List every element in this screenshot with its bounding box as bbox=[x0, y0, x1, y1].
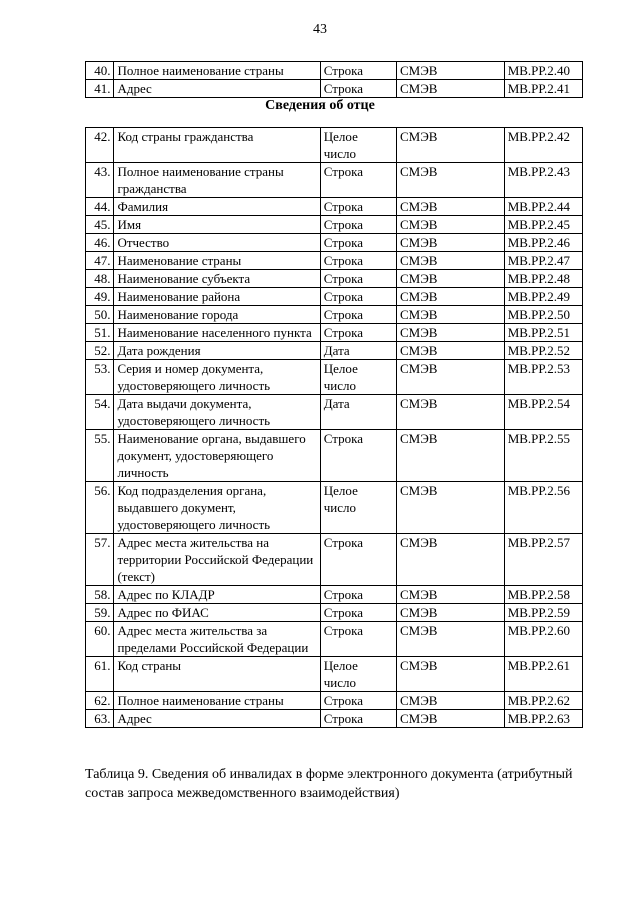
row-number: 61. bbox=[86, 657, 114, 692]
table-row bbox=[86, 692, 583, 710]
attribute-name: Дата рождения bbox=[114, 342, 320, 360]
attribute-source: СМЭВ bbox=[396, 395, 504, 430]
attribute-source: СМЭВ bbox=[396, 288, 504, 306]
row-number: 50. bbox=[86, 306, 114, 324]
table-row bbox=[86, 395, 583, 430]
attribute-type: Строка bbox=[320, 430, 396, 482]
attribute-type: Строка bbox=[320, 710, 396, 728]
table-row bbox=[86, 324, 583, 342]
attribute-type: Строка bbox=[320, 270, 396, 288]
table-caption: Таблица 9. Сведения об инвалидах в форме электронного документа (атрибутный состав запроса межведомственного взаимодействия) bbox=[85, 767, 573, 801]
row-number: 40. bbox=[86, 62, 114, 80]
table-row bbox=[86, 163, 583, 198]
attribute-type: Строка bbox=[320, 622, 396, 657]
row-number: 57. bbox=[86, 534, 114, 586]
row-number: 53. bbox=[86, 360, 114, 395]
attribute-code: МВ.РР.2.61 bbox=[504, 657, 582, 692]
attribute-source: СМЭВ bbox=[396, 62, 504, 80]
attribute-type: Строка bbox=[320, 163, 396, 198]
row-number: 52. bbox=[86, 342, 114, 360]
attribute-code: МВ.РР.2.57 bbox=[504, 534, 582, 586]
attribute-type: Строка bbox=[320, 216, 396, 234]
table-row bbox=[86, 430, 583, 482]
attribute-source: СМЭВ bbox=[396, 342, 504, 360]
attribute-type: Строка bbox=[320, 306, 396, 324]
attribute-name: Полное наименование страны bbox=[114, 62, 320, 80]
attribute-type: Целое число bbox=[320, 128, 396, 163]
attribute-type: Целое число bbox=[320, 360, 396, 395]
table-row bbox=[86, 128, 583, 163]
attribute-type: Строка bbox=[320, 62, 396, 80]
attribute-source: СМЭВ bbox=[396, 657, 504, 692]
attribute-source: СМЭВ bbox=[396, 482, 504, 534]
attribute-code: МВ.РР.2.48 bbox=[504, 270, 582, 288]
attribute-code: МВ.РР.2.40 bbox=[504, 62, 582, 80]
table-row bbox=[86, 198, 583, 216]
row-number: 42. bbox=[86, 128, 114, 163]
attribute-source: СМЭВ bbox=[396, 270, 504, 288]
row-number: 41. bbox=[86, 80, 114, 98]
attribute-code: МВ.РР.2.63 bbox=[504, 710, 582, 728]
attribute-type: Строка bbox=[320, 534, 396, 586]
attribute-source: СМЭВ bbox=[396, 586, 504, 604]
row-number: 48. bbox=[86, 270, 114, 288]
attribute-type: Строка bbox=[320, 198, 396, 216]
attribute-name: Наименование страны bbox=[114, 252, 320, 270]
attribute-name: Наименование населенного пункта bbox=[114, 324, 320, 342]
attribute-name: Адрес места жительства на территории Российской Федерации (текст) bbox=[114, 534, 320, 586]
attribute-code: МВ.РР.2.47 bbox=[504, 252, 582, 270]
attribute-type: Строка bbox=[320, 692, 396, 710]
attribute-source: СМЭВ bbox=[396, 80, 504, 98]
attribute-name: Серия и номер документа, удостоверяющего личность bbox=[114, 360, 320, 395]
attribute-name: Наименование города bbox=[114, 306, 320, 324]
row-number: 63. bbox=[86, 710, 114, 728]
attribute-code: МВ.РР.2.54 bbox=[504, 395, 582, 430]
row-number: 54. bbox=[86, 395, 114, 430]
attribute-source: СМЭВ bbox=[396, 216, 504, 234]
attribute-code: МВ.РР.2.58 bbox=[504, 586, 582, 604]
attribute-code: МВ.РР.2.62 bbox=[504, 692, 582, 710]
row-number: 43. bbox=[86, 163, 114, 198]
attribute-source: СМЭВ bbox=[396, 128, 504, 163]
table-row bbox=[86, 80, 583, 98]
attribute-name: Код подразделения органа, выдавшего документ, удостоверяющего личность bbox=[114, 482, 320, 534]
attribute-source: СМЭВ bbox=[396, 604, 504, 622]
table-body bbox=[86, 128, 583, 728]
row-number: 58. bbox=[86, 586, 114, 604]
attribute-name: Адрес места жительства за пределами Российской Федерации bbox=[114, 622, 320, 657]
attribute-code: МВ.РР.2.41 bbox=[504, 80, 582, 98]
attribute-code: МВ.РР.2.60 bbox=[504, 622, 582, 657]
father-attributes-table bbox=[85, 127, 583, 728]
table-row bbox=[86, 342, 583, 360]
row-number: 56. bbox=[86, 482, 114, 534]
table-row bbox=[86, 62, 583, 80]
table-row bbox=[86, 306, 583, 324]
attribute-type: Строка bbox=[320, 288, 396, 306]
attribute-code: МВ.РР.2.45 bbox=[504, 216, 582, 234]
attribute-name: Фамилия bbox=[114, 198, 320, 216]
attribute-name: Наименование района bbox=[114, 288, 320, 306]
attribute-name: Полное наименование страны bbox=[114, 692, 320, 710]
attribute-name: Полное наименование страны гражданства bbox=[114, 163, 320, 198]
attribute-source: СМЭВ bbox=[396, 324, 504, 342]
table-row bbox=[86, 288, 583, 306]
row-number: 60. bbox=[86, 622, 114, 657]
attribute-name: Адрес по ФИАС bbox=[114, 604, 320, 622]
row-number: 49. bbox=[86, 288, 114, 306]
attribute-type: Строка bbox=[320, 604, 396, 622]
attribute-source: СМЭВ bbox=[396, 534, 504, 586]
attribute-code: МВ.РР.2.44 bbox=[504, 198, 582, 216]
attribute-type: Строка bbox=[320, 234, 396, 252]
attribute-code: МВ.РР.2.53 bbox=[504, 360, 582, 395]
table-row bbox=[86, 710, 583, 728]
attribute-source: СМЭВ bbox=[396, 360, 504, 395]
page-number: 43 bbox=[313, 22, 327, 37]
attribute-type: Строка bbox=[320, 586, 396, 604]
table-row bbox=[86, 270, 583, 288]
attribute-name: Дата выдачи документа, удостоверяющего личность bbox=[114, 395, 320, 430]
table-row bbox=[86, 604, 583, 622]
table-row bbox=[86, 657, 583, 692]
attribute-source: СМЭВ bbox=[396, 306, 504, 324]
row-number: 46. bbox=[86, 234, 114, 252]
attribute-code: МВ.РР.2.50 bbox=[504, 306, 582, 324]
attribute-code: МВ.РР.2.43 bbox=[504, 163, 582, 198]
attribute-code: МВ.РР.2.42 bbox=[504, 128, 582, 163]
row-number: 51. bbox=[86, 324, 114, 342]
table-row bbox=[86, 216, 583, 234]
row-number: 44. bbox=[86, 198, 114, 216]
table-row bbox=[86, 482, 583, 534]
attribute-type: Дата bbox=[320, 342, 396, 360]
attribute-code: МВ.РР.2.55 bbox=[504, 430, 582, 482]
attributes-table-continued bbox=[85, 61, 583, 98]
row-number: 47. bbox=[86, 252, 114, 270]
row-number: 45. bbox=[86, 216, 114, 234]
attribute-code: МВ.РР.2.49 bbox=[504, 288, 582, 306]
attribute-code: МВ.РР.2.56 bbox=[504, 482, 582, 534]
row-number: 59. bbox=[86, 604, 114, 622]
attribute-name: Имя bbox=[114, 216, 320, 234]
attribute-code: МВ.РР.2.46 bbox=[504, 234, 582, 252]
attribute-name: Адрес bbox=[114, 80, 320, 98]
attribute-name: Адрес bbox=[114, 710, 320, 728]
table-body bbox=[86, 62, 583, 98]
attribute-source: СМЭВ bbox=[396, 163, 504, 198]
attribute-type: Целое число bbox=[320, 657, 396, 692]
attribute-source: СМЭВ bbox=[396, 234, 504, 252]
section-title: Сведения об отце bbox=[265, 98, 375, 113]
attribute-name: Отчество bbox=[114, 234, 320, 252]
attribute-source: СМЭВ bbox=[396, 198, 504, 216]
table-row bbox=[86, 252, 583, 270]
attribute-source: СМЭВ bbox=[396, 622, 504, 657]
table-row bbox=[86, 534, 583, 586]
table-row bbox=[86, 586, 583, 604]
attribute-source: СМЭВ bbox=[396, 710, 504, 728]
attribute-type: Дата bbox=[320, 395, 396, 430]
attribute-name: Наименование органа, выдавшего документ, удостоверяющего личность bbox=[114, 430, 320, 482]
attribute-code: МВ.РР.2.59 bbox=[504, 604, 582, 622]
attribute-type: Строка bbox=[320, 324, 396, 342]
table-row bbox=[86, 360, 583, 395]
attribute-type: Строка bbox=[320, 252, 396, 270]
attribute-type: Строка bbox=[320, 80, 396, 98]
attribute-type: Целое число bbox=[320, 482, 396, 534]
attribute-source: СМЭВ bbox=[396, 430, 504, 482]
attribute-name: Код страны гражданства bbox=[114, 128, 320, 163]
attribute-name: Адрес по КЛАДР bbox=[114, 586, 320, 604]
attribute-source: СМЭВ bbox=[396, 252, 504, 270]
attribute-code: МВ.РР.2.51 bbox=[504, 324, 582, 342]
attribute-source: СМЭВ bbox=[396, 692, 504, 710]
row-number: 55. bbox=[86, 430, 114, 482]
attribute-code: МВ.РР.2.52 bbox=[504, 342, 582, 360]
table-row bbox=[86, 234, 583, 252]
table-row bbox=[86, 622, 583, 657]
attribute-name: Код страны bbox=[114, 657, 320, 692]
row-number: 62. bbox=[86, 692, 114, 710]
attribute-name: Наименование субъекта bbox=[114, 270, 320, 288]
